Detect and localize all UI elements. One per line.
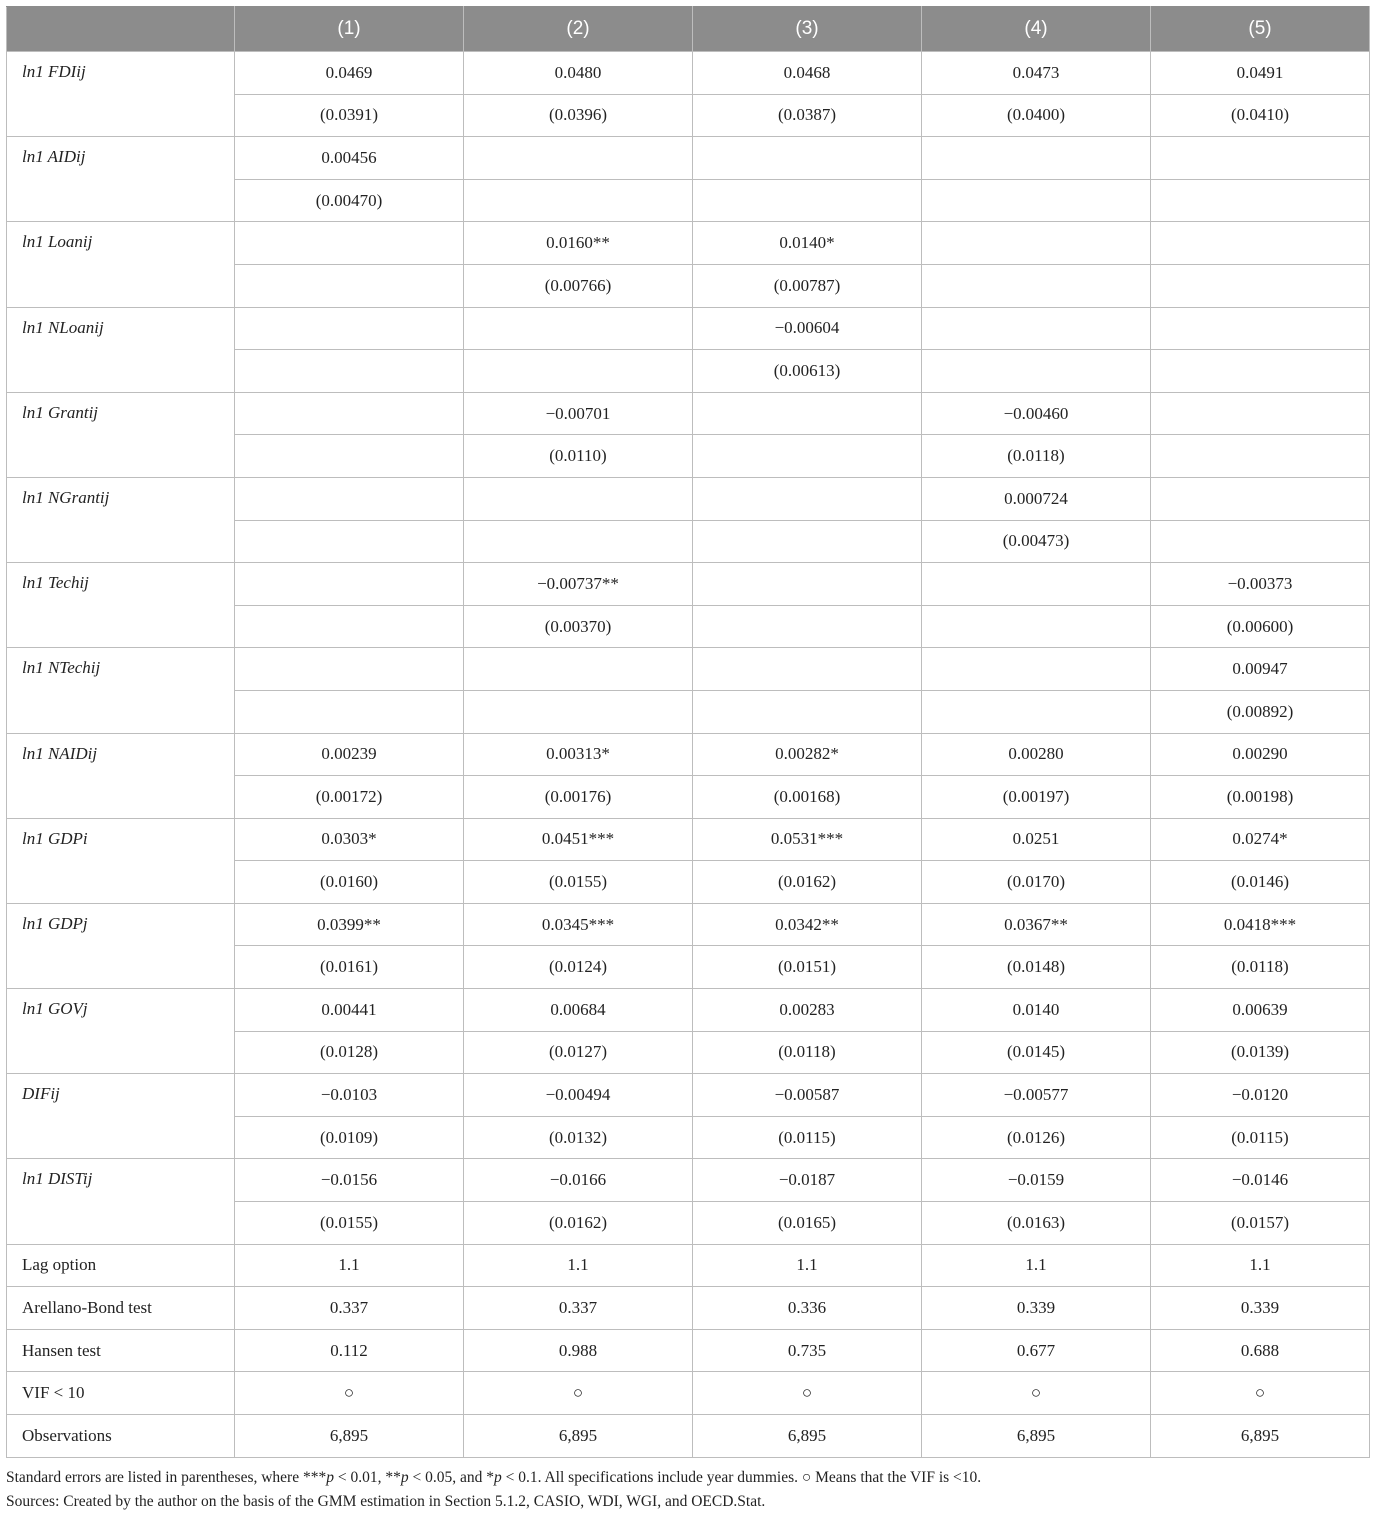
coefficient-cell: −0.00373 [1151, 563, 1370, 606]
table-row [7, 648, 1370, 691]
variable-label: ln1 Grantij [7, 392, 235, 477]
variable-label: ln1 NAIDij [7, 733, 235, 818]
std-error-cell: (0.0128) [235, 1031, 464, 1074]
std-error-cell: (0.0155) [235, 1202, 464, 1245]
std-error-cell: (0.00176) [464, 776, 693, 819]
coefficient-cell [693, 392, 922, 435]
table-row [7, 563, 1370, 606]
stat-row [7, 1329, 1370, 1372]
std-error-cell [464, 690, 693, 733]
std-error-cell: (0.0118) [1151, 946, 1370, 989]
coefficient-cell [922, 222, 1151, 265]
stat-value-cell: 1.1 [922, 1244, 1151, 1287]
coefficient-cell [693, 137, 922, 180]
std-error-cell: (0.0124) [464, 946, 693, 989]
stat-value-cell: 1.1 [235, 1244, 464, 1287]
coefficient-cell: 0.0140 [922, 989, 1151, 1032]
std-error-cell [235, 690, 464, 733]
std-error-cell [464, 179, 693, 222]
stat-value-cell: 0.339 [1151, 1287, 1370, 1330]
coefficient-cell: −0.00701 [464, 392, 693, 435]
std-error-cell [235, 350, 464, 393]
coefficient-cell: 0.00283 [693, 989, 922, 1032]
coefficient-cell: 0.00456 [235, 137, 464, 180]
coefficient-cell: 0.00290 [1151, 733, 1370, 776]
std-error-cell: (0.0145) [922, 1031, 1151, 1074]
coefficient-cell: −0.00604 [693, 307, 922, 350]
coefficient-cell [235, 477, 464, 520]
note-text: < 0.01, ** [333, 1468, 401, 1486]
std-error-cell: (0.0139) [1151, 1031, 1370, 1074]
header-cell: (1) [235, 7, 464, 52]
stat-value-cell: 0.337 [464, 1287, 693, 1330]
variable-label: DIFij [7, 1074, 235, 1159]
table-row [7, 307, 1370, 350]
coefficient-cell [235, 648, 464, 691]
stat-value-cell: ○ [235, 1372, 464, 1415]
note-text: Standard errors are listed in parentheses, where *** [6, 1468, 327, 1486]
std-error-cell: (0.0155) [464, 861, 693, 904]
coefficient-cell: 0.0303* [235, 818, 464, 861]
coefficient-cell: 0.0399** [235, 903, 464, 946]
coefficient-cell [693, 648, 922, 691]
std-error-cell: (0.00766) [464, 264, 693, 307]
std-error-cell [235, 520, 464, 563]
coefficient-cell [464, 648, 693, 691]
stat-value-cell: 0.735 [693, 1329, 922, 1372]
header-cell: (2) [464, 7, 693, 52]
std-error-cell [1151, 350, 1370, 393]
variable-label: ln1 Techij [7, 563, 235, 648]
stat-row [7, 1415, 1370, 1458]
header-cell [7, 7, 235, 52]
table-row [7, 222, 1370, 265]
std-error-cell [235, 605, 464, 648]
coefficient-cell: 0.0342** [693, 903, 922, 946]
std-error-cell: (0.0162) [464, 1202, 693, 1245]
std-error-cell: (0.0110) [464, 435, 693, 478]
coefficient-cell [922, 563, 1151, 606]
coefficient-cell [235, 563, 464, 606]
coefficient-cell: 0.0469 [235, 52, 464, 95]
std-error-cell: (0.0162) [693, 861, 922, 904]
std-error-cell: (0.0146) [1151, 861, 1370, 904]
coefficient-cell: 0.00239 [235, 733, 464, 776]
coefficient-cell: −0.0159 [922, 1159, 1151, 1202]
coefficient-cell: −0.0120 [1151, 1074, 1370, 1117]
stat-value-cell: 0.988 [464, 1329, 693, 1372]
std-error-cell [1151, 179, 1370, 222]
table-row [7, 1159, 1370, 1202]
variable-label: ln1 NGrantij [7, 477, 235, 562]
table-body [7, 52, 1370, 1458]
std-error-cell: (0.0118) [922, 435, 1151, 478]
coefficient-cell: 0.00313* [464, 733, 693, 776]
std-error-cell: (0.0115) [1151, 1116, 1370, 1159]
coefficient-cell: 0.00947 [1151, 648, 1370, 691]
std-error-cell: (0.0148) [922, 946, 1151, 989]
std-error-cell: (0.0157) [1151, 1202, 1370, 1245]
coefficient-cell [235, 307, 464, 350]
stat-value-cell: ○ [693, 1372, 922, 1415]
coefficient-cell: 0.0473 [922, 52, 1151, 95]
coefficient-cell: 0.0468 [693, 52, 922, 95]
stat-value-cell: 0.337 [235, 1287, 464, 1330]
coefficient-cell [235, 392, 464, 435]
stat-value-cell: 6,895 [1151, 1415, 1370, 1458]
coefficient-cell [1151, 392, 1370, 435]
coefficient-cell: 0.00280 [922, 733, 1151, 776]
coefficient-cell: −0.00737** [464, 563, 693, 606]
variable-label: ln1 Loanij [7, 222, 235, 307]
note-text: < 0.1. All specifications include year dummies. ○ Means that the VIF is <10. [501, 1468, 982, 1486]
coefficient-cell [1151, 477, 1370, 520]
std-error-cell: (0.0387) [693, 94, 922, 137]
std-error-cell: (0.0161) [235, 946, 464, 989]
std-error-cell: (0.0400) [922, 94, 1151, 137]
coefficient-cell [464, 307, 693, 350]
coefficient-cell [922, 137, 1151, 180]
table-row [7, 818, 1370, 861]
stat-label: Observations [7, 1415, 235, 1458]
coefficient-cell: −0.00494 [464, 1074, 693, 1117]
std-error-cell: (0.0410) [1151, 94, 1370, 137]
variable-label: ln1 GDPi [7, 818, 235, 903]
coefficient-cell: 0.0367** [922, 903, 1151, 946]
std-error-cell: (0.0391) [235, 94, 464, 137]
regression-table [6, 6, 1370, 1458]
stat-value-cell: 1.1 [693, 1244, 922, 1287]
stat-label: VIF < 10 [7, 1372, 235, 1415]
stat-value-cell: ○ [922, 1372, 1151, 1415]
std-error-cell: (0.00370) [464, 605, 693, 648]
coefficient-cell: 0.0491 [1151, 52, 1370, 95]
coefficient-cell [922, 648, 1151, 691]
variable-label: ln1 NTechij [7, 648, 235, 733]
std-error-cell: (0.0115) [693, 1116, 922, 1159]
std-error-cell [922, 264, 1151, 307]
variable-label: ln1 NLoanij [7, 307, 235, 392]
std-error-cell: (0.00600) [1151, 605, 1370, 648]
coefficient-cell: −0.0166 [464, 1159, 693, 1202]
coefficient-cell [922, 307, 1151, 350]
notes-sources: Sources: Created by the author on the basis of the GMM estimation in Section 5.1.2, CASIO, WDI, WGI, and OECD.Stat. [6, 1492, 766, 1510]
std-error-cell [235, 264, 464, 307]
std-error-cell [1151, 264, 1370, 307]
stat-label: Arellano-Bond test [7, 1287, 235, 1330]
coefficient-cell: 0.0274* [1151, 818, 1370, 861]
std-error-cell [693, 179, 922, 222]
stat-value-cell: 1.1 [1151, 1244, 1370, 1287]
coefficient-cell [1151, 137, 1370, 180]
table-row [7, 989, 1370, 1032]
coefficient-cell: 0.0251 [922, 818, 1151, 861]
coefficient-cell: −0.0156 [235, 1159, 464, 1202]
table-row [7, 52, 1370, 95]
coefficient-cell: −0.0103 [235, 1074, 464, 1117]
coefficient-cell: −0.00460 [922, 392, 1151, 435]
stat-row [7, 1372, 1370, 1415]
std-error-cell [693, 520, 922, 563]
std-error-cell: (0.0163) [922, 1202, 1151, 1245]
std-error-cell: (0.0396) [464, 94, 693, 137]
stat-value-cell: 0.336 [693, 1287, 922, 1330]
std-error-cell [922, 179, 1151, 222]
std-error-cell: (0.0127) [464, 1031, 693, 1074]
coefficient-cell: 0.00282* [693, 733, 922, 776]
coefficient-cell [693, 477, 922, 520]
std-error-cell: (0.0170) [922, 861, 1151, 904]
note-p: p [493, 1468, 502, 1486]
stat-value-cell: 0.339 [922, 1287, 1151, 1330]
std-error-cell [1151, 435, 1370, 478]
coefficient-cell: 0.0451*** [464, 818, 693, 861]
header-row [7, 7, 1370, 52]
coefficient-cell: 0.0418*** [1151, 903, 1370, 946]
variable-label: ln1 GOVj [7, 989, 235, 1074]
std-error-cell [922, 350, 1151, 393]
std-error-cell: (0.0126) [922, 1116, 1151, 1159]
coefficient-cell: −0.00577 [922, 1074, 1151, 1117]
table-row [7, 733, 1370, 776]
stat-label: Hansen test [7, 1329, 235, 1372]
regression-table-container [6, 6, 1369, 1514]
variable-label: ln1 AIDij [7, 137, 235, 222]
variable-label: ln1 FDIij [7, 52, 235, 137]
std-error-cell: (0.0132) [464, 1116, 693, 1159]
stat-value-cell: 1.1 [464, 1244, 693, 1287]
stat-label: Lag option [7, 1244, 235, 1287]
std-error-cell: (0.0151) [693, 946, 922, 989]
coefficient-cell: 0.0345*** [464, 903, 693, 946]
stat-value-cell: 6,895 [464, 1415, 693, 1458]
std-error-cell: (0.00613) [693, 350, 922, 393]
table-row [7, 392, 1370, 435]
std-error-cell: (0.0109) [235, 1116, 464, 1159]
coefficient-cell: 0.0140* [693, 222, 922, 265]
stat-value-cell: 0.112 [235, 1329, 464, 1372]
coefficient-cell: −0.0187 [693, 1159, 922, 1202]
note-p: p [326, 1468, 334, 1486]
header-cell: (5) [1151, 7, 1370, 52]
std-error-cell: (0.00198) [1151, 776, 1370, 819]
coefficient-cell: 0.00441 [235, 989, 464, 1032]
coefficient-cell: −0.00587 [693, 1074, 922, 1117]
notes-significance [6, 1466, 1369, 1490]
coefficient-cell [1151, 307, 1370, 350]
header-cell: (4) [922, 7, 1151, 52]
table-row [7, 477, 1370, 520]
std-error-cell: (0.0118) [693, 1031, 922, 1074]
coefficient-cell [235, 222, 464, 265]
stat-value-cell: 6,895 [693, 1415, 922, 1458]
header-cell: (3) [693, 7, 922, 52]
coefficient-cell [464, 137, 693, 180]
std-error-cell: (0.0160) [235, 861, 464, 904]
stat-value-cell: 6,895 [922, 1415, 1151, 1458]
std-error-cell [922, 690, 1151, 733]
coefficient-cell: −0.0146 [1151, 1159, 1370, 1202]
stat-value-cell: 0.677 [922, 1329, 1151, 1372]
std-error-cell [693, 690, 922, 733]
table-row [7, 137, 1370, 180]
std-error-cell: (0.00168) [693, 776, 922, 819]
std-error-cell [1151, 520, 1370, 563]
coefficient-cell [464, 477, 693, 520]
std-error-cell [922, 605, 1151, 648]
std-error-cell [693, 435, 922, 478]
stat-value-cell: 6,895 [235, 1415, 464, 1458]
note-text: < 0.05, and * [408, 1468, 494, 1486]
stat-row [7, 1244, 1370, 1287]
table-row [7, 903, 1370, 946]
std-error-cell: (0.00172) [235, 776, 464, 819]
coefficient-cell: 0.00639 [1151, 989, 1370, 1032]
coefficient-cell [693, 563, 922, 606]
stat-row [7, 1287, 1370, 1330]
stat-value-cell: ○ [464, 1372, 693, 1415]
coefficient-cell: 0.00684 [464, 989, 693, 1032]
coefficient-cell: 0.0480 [464, 52, 693, 95]
std-error-cell: (0.00473) [922, 520, 1151, 563]
std-error-cell: (0.00787) [693, 264, 922, 307]
stat-value-cell: ○ [1151, 1372, 1370, 1415]
std-error-cell: (0.00197) [922, 776, 1151, 819]
std-error-cell: (0.00470) [235, 179, 464, 222]
std-error-cell: (0.00892) [1151, 690, 1370, 733]
stat-value-cell: 0.688 [1151, 1329, 1370, 1372]
std-error-cell [464, 520, 693, 563]
table-notes [6, 1466, 1369, 1514]
std-error-cell [464, 350, 693, 393]
variable-label: ln1 DISTij [7, 1159, 235, 1244]
coefficient-cell: 0.0531*** [693, 818, 922, 861]
note-p: p [400, 1468, 409, 1486]
coefficient-cell: 0.0160** [464, 222, 693, 265]
std-error-cell [693, 605, 922, 648]
coefficient-cell [1151, 222, 1370, 265]
std-error-cell: (0.0165) [693, 1202, 922, 1245]
std-error-cell [235, 435, 464, 478]
variable-label: ln1 GDPj [7, 903, 235, 988]
table-row [7, 1074, 1370, 1117]
coefficient-cell: 0.000724 [922, 477, 1151, 520]
